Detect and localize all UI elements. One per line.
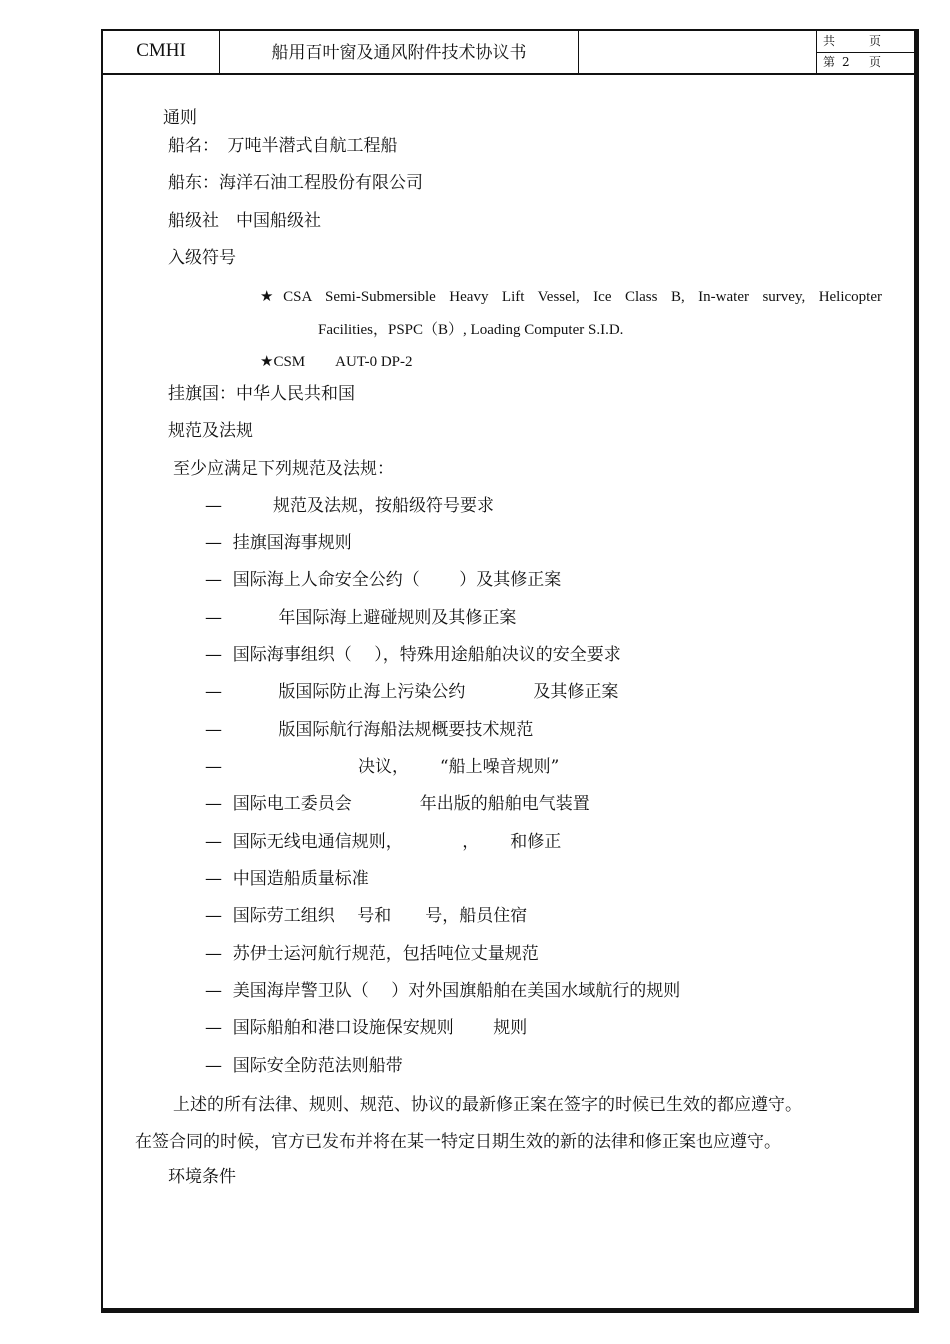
rule-item: — 版国际航行海船法规概要技术规范 <box>205 720 534 740</box>
page-info <box>817 31 916 73</box>
ship-name: 船名： 万吨半潜式自航工程船 <box>168 136 398 156</box>
rules-intro: 至少应满足下列规范及法规： <box>173 459 394 479</box>
flag-state: 挂旗国：中华人民共和国 <box>168 384 355 404</box>
rule-item: — 挂旗国海事规则 <box>205 533 352 553</box>
page-suffix: 页 <box>869 55 882 69</box>
total-pages-suffix: 页 <box>869 34 882 48</box>
rule-item: — 版国际防止海上污染公约 及其修正案 <box>205 682 619 702</box>
rule-item: — 决议， “船上噪音规则” <box>205 757 560 777</box>
frame-shadow-right <box>916 29 919 1313</box>
rule-item: — 年国际海上避碰规则及其修正案 <box>205 608 517 628</box>
document-header <box>103 31 914 75</box>
rule-item: — 国际无线电通信规则， ， 和修正 <box>205 832 562 852</box>
rule-item: — 国际海事组织（ ），特殊用途船舶决议的安全要求 <box>205 645 621 665</box>
page-number: 2 <box>842 55 850 69</box>
rules-heading: 规范及法规 <box>168 421 253 441</box>
rule-item: — 国际电工委员会 年出版的船舶电气装置 <box>205 794 590 814</box>
rule-item: — 苏伊士运河航行规范，包括吨位丈量规范 <box>205 944 539 964</box>
rule-item: — 规范及法规，按船级符号要求 <box>205 496 494 516</box>
rule-item: — 国际船舶和港口设施保安规则 规则 <box>205 1018 528 1038</box>
rule-item: — 美国海岸警卫队（ ）对外国旗船舶在美国水域航行的规则 <box>205 981 681 1001</box>
document-title: 船用百叶窗及通风附件技术协议书 <box>220 31 579 73</box>
rule-item: — 国际安全防范法则船带 <box>205 1056 403 1076</box>
notation-csm: ★CSM AUT-0 DP-2 <box>260 354 413 370</box>
header-blank-cell <box>579 31 817 73</box>
page-prefix: 第 <box>823 55 836 69</box>
class-society: 船级社 中国船级社 <box>168 211 321 231</box>
rule-item: — 国际海上人命安全公约（ ）及其修正案 <box>205 570 562 590</box>
notation-csa-line2: Facilities，PSPC（B）, Loading Computer S.I.D. <box>318 322 624 338</box>
closing-paragraph-line2: 在签合同的时候，官方已发布并将在某一特定日期生效的新的法律和修正案也应遵守。 <box>135 1132 781 1152</box>
ship-owner: 船东：海洋石油工程股份有限公司 <box>168 173 423 193</box>
closing-paragraph-line1: 上述的所有法律、规则、规范、协议的最新修正案在签字的时候已生效的都应遵守。 <box>173 1095 802 1115</box>
section-environment-heading: 环境条件 <box>168 1167 236 1187</box>
class-notation-heading: 入级符号 <box>168 248 236 268</box>
total-pages-row <box>817 31 916 53</box>
page-number-row <box>817 52 916 73</box>
notation-csa-line1: ★CSA Semi-Submersible Heavy Lift Vessel, Ice Class B, In-water survey, Helicopter <box>260 289 882 305</box>
section-general-heading: 通则 <box>163 108 197 128</box>
rule-item: — 国际劳工组织 号和 号，船员住宿 <box>205 906 528 926</box>
total-pages-prefix: 共 <box>823 34 836 48</box>
rule-item: — 中国造船质量标准 <box>205 869 369 889</box>
frame-shadow-bottom <box>101 1310 919 1313</box>
company-code: CMHI <box>103 31 220 73</box>
